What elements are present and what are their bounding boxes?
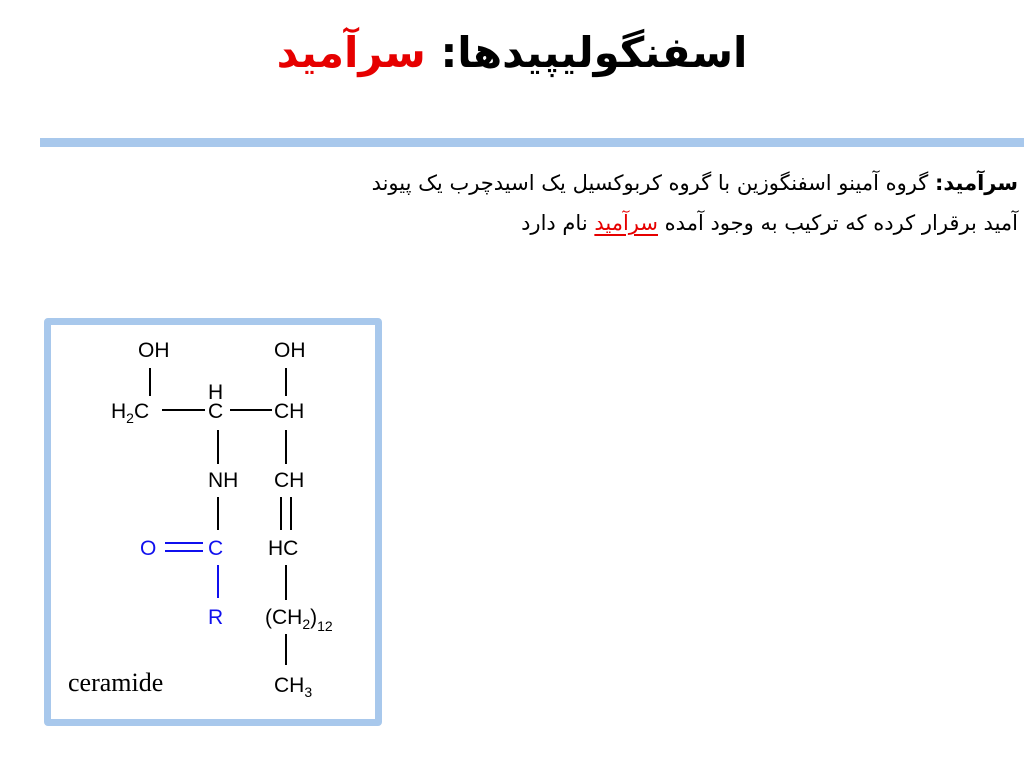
atom-ch3: $CH_3$ xyxy=(274,674,313,700)
atom-r: R xyxy=(208,606,224,629)
atom-c-center: C xyxy=(208,400,224,423)
diagram-label: ceramide xyxy=(68,668,164,697)
atom-ch-right-1: CH xyxy=(274,400,305,423)
atom-oh-right: OH xyxy=(274,339,306,362)
atom-h-top: H xyxy=(208,381,224,404)
paragraph-highlight: سرآمید xyxy=(594,211,658,235)
definition-term: سرآمید: xyxy=(934,171,1018,195)
atom-ch2-repeat: $(CH_2)_{12}$ xyxy=(265,606,333,634)
atom-c-carbonyl: C xyxy=(208,537,224,560)
paragraph-line-1-text: گروه آمینو اسفنگوزین با گروه کربوکسیل یک اسیدچرب یک پیوند xyxy=(371,171,935,195)
atom-o: O xyxy=(140,537,157,560)
atom-oh-left: OH xyxy=(138,339,170,362)
atom-nh: NH xyxy=(208,469,239,492)
paragraph-line-2-suffix: نام دارد xyxy=(521,211,595,235)
title-accent: سرآمید xyxy=(276,28,426,77)
atom-hc: HC xyxy=(268,537,299,560)
paragraph-line-2-prefix: آمید برقرار کرده که ترکیب به وجود آمده xyxy=(658,211,1018,235)
atom-h2c: $H_2C$ xyxy=(111,400,150,426)
atom-ch-right-2: CH xyxy=(274,469,305,492)
title-main: اسفنگولیپیدها: xyxy=(440,28,748,77)
